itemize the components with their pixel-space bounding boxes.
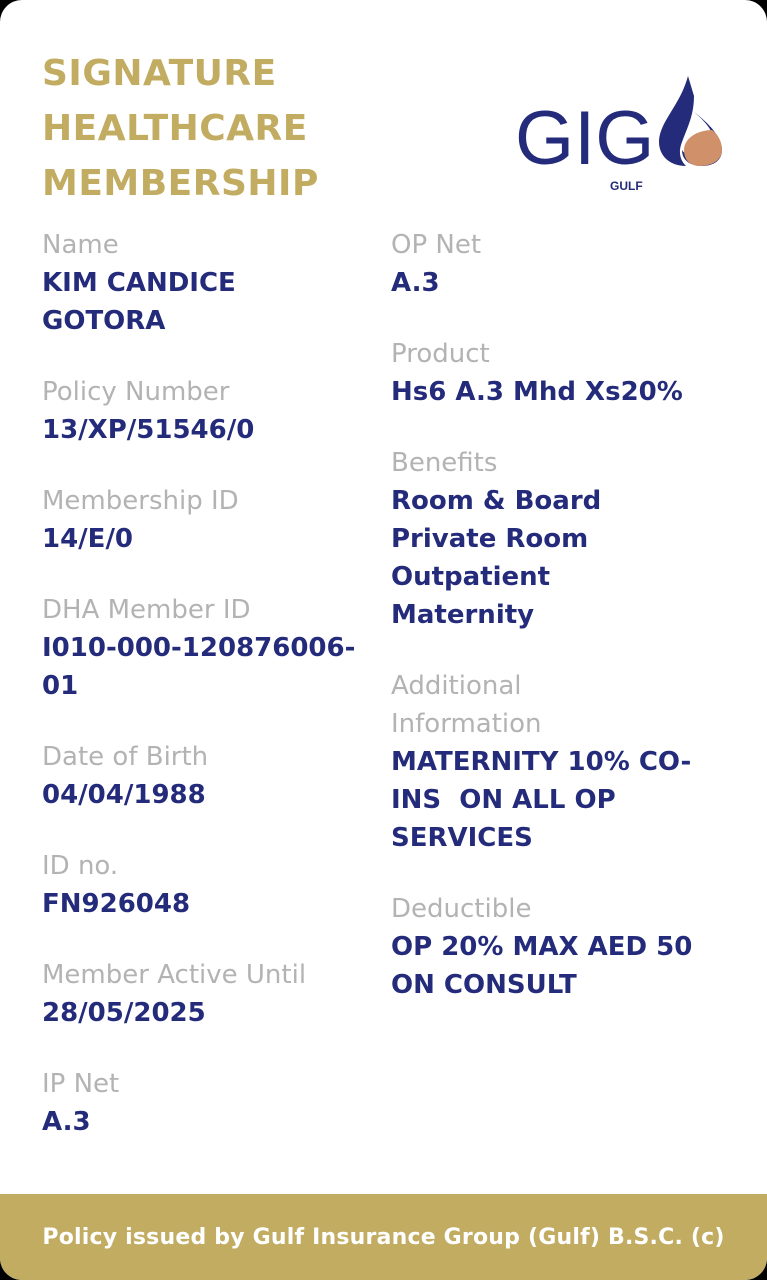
field-label: ID no. — [42, 851, 119, 881]
value-line: 04/04/1988 — [42, 780, 206, 810]
field-label: Member Active Until — [42, 960, 307, 990]
field-name — [42, 226, 362, 340]
field-id-no — [42, 847, 362, 923]
card-title-line: HEALTHCARE — [42, 108, 308, 149]
value-line: Room & Board — [391, 486, 602, 516]
value-line: 13/XP/51546/0 — [42, 415, 255, 445]
field-member-active-until — [42, 956, 362, 1032]
deductible-value — [391, 928, 721, 1004]
field-op-net — [391, 226, 721, 302]
field-additional-information — [391, 667, 721, 857]
field-label: Product — [391, 339, 490, 369]
value-line: A.3 — [391, 268, 440, 298]
field-label: Date of Birth — [42, 742, 209, 772]
field-label: Additional — [391, 671, 522, 701]
field-product — [391, 335, 721, 411]
value-line: INS ON ALL OP — [391, 785, 616, 815]
card-title — [42, 46, 319, 211]
date-of-birth-value — [42, 776, 362, 814]
value-line: ON CONSULT — [391, 970, 577, 1000]
field-membership-id — [42, 482, 362, 558]
field-label: Benefits — [391, 448, 498, 478]
field-benefits — [391, 444, 721, 634]
value-line: SERVICES — [391, 823, 533, 853]
logo-wordmark: GIG — [515, 96, 655, 181]
card-title-line: MEMBERSHIP — [42, 163, 319, 204]
gig-gulf-logo — [512, 72, 732, 197]
product-value — [391, 373, 721, 411]
value-line: 28/05/2025 — [42, 998, 206, 1028]
value-line: I010-000-120876006- — [42, 633, 356, 663]
field-label: IP Net — [42, 1069, 120, 1099]
field-ip-net — [42, 1065, 362, 1141]
field-dha-member-id — [42, 591, 362, 705]
value-line: MATERNITY 10% CO- — [391, 747, 692, 777]
field-policy-number — [42, 373, 362, 449]
member-active-until-value — [42, 994, 362, 1032]
value-line: 01 — [42, 671, 79, 701]
right-column — [391, 226, 721, 1004]
field-label: Membership ID — [42, 486, 239, 516]
value-line: GOTORA — [42, 306, 166, 336]
policy-footer — [0, 1194, 767, 1280]
policy-issuer-text: Policy issued by Gulf Insurance Group (Gulf) B.S.C. (c) — [42, 1224, 725, 1250]
value-line: Maternity — [391, 600, 535, 630]
card-title-line: SIGNATURE — [42, 53, 277, 94]
field-label: OP Net — [391, 230, 482, 260]
membership-id-value — [42, 520, 362, 558]
value-line: KIM CANDICE — [42, 268, 236, 298]
value-line: OP 20% MAX AED 50 — [391, 932, 693, 962]
id-no-value — [42, 885, 362, 923]
field-label: Deductible — [391, 894, 532, 924]
field-label: Information — [391, 709, 542, 739]
field-deductible — [391, 890, 721, 1004]
value-line: Hs6 A.3 Mhd Xs20% — [391, 377, 683, 407]
ip-net-value — [42, 1103, 362, 1141]
logo-subtext: GULF — [610, 179, 643, 193]
value-line: 14/E/0 — [42, 524, 134, 554]
value-line: Private Room — [391, 524, 589, 554]
op-net-value — [391, 264, 721, 302]
value-line: Outpatient — [391, 562, 551, 592]
field-date-of-birth — [42, 738, 362, 814]
field-label: DHA Member ID — [42, 595, 251, 625]
left-column — [42, 226, 362, 1141]
field-label: Name — [42, 230, 119, 260]
additional-information-value — [391, 743, 721, 857]
value-line: A.3 — [42, 1107, 91, 1137]
benefits-value — [391, 482, 721, 634]
field-label: Policy Number — [42, 377, 230, 407]
gig-drop-logo-icon — [659, 76, 722, 166]
value-line: FN926048 — [42, 889, 191, 919]
policy-number-value — [42, 411, 362, 449]
member-name-value — [42, 264, 362, 340]
dha-member-id-value — [42, 629, 362, 705]
